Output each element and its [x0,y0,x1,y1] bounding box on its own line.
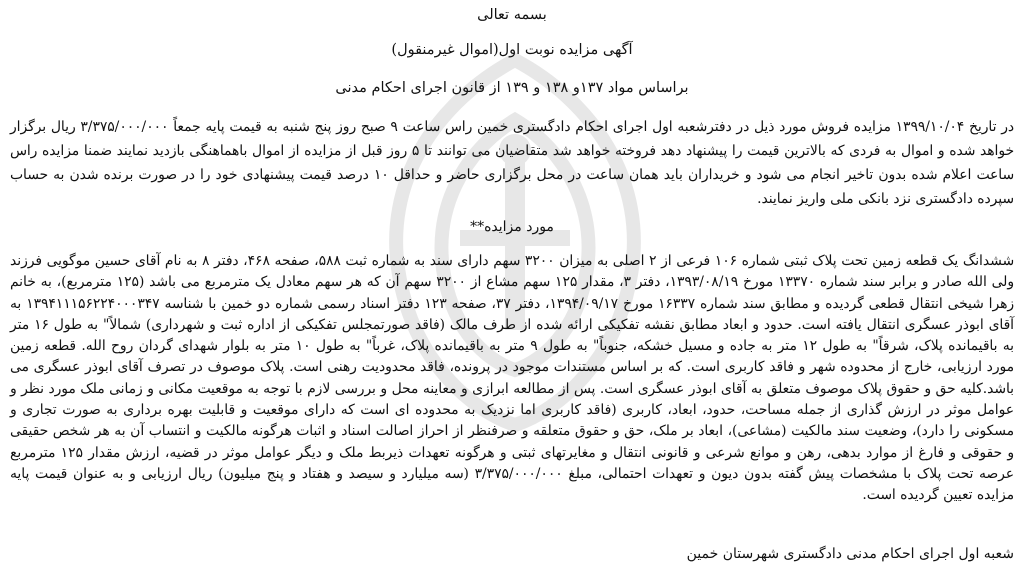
legal-basis: براساس مواد ۱۳۷و ۱۳۸ و ۱۳۹ از قانون اجرای احکام مدنی [335,80,689,96]
issuing-office: شعبه اول اجرای احکام مدنی دادگستری شهرستان خمین [686,546,1014,562]
subject-heading: مورد مزایده** [470,219,554,235]
notice-title: آگهی مزایده نوبت اول(اموال غیرمنقول) [391,42,633,58]
property-description-paragraph: ششدانگ یک قطعه زمین تحت پلاک ثبتی شماره ۱۰۶ فرعی از ۲ اصلی به میزان ۳۲۰۰ سهم دارای سند به شماره ثبت ۵۸۸، صفحه ۴۶۸، دفتر ۸ به نام آقای حسین موگویی فرزند ولی الله صادر و برابر سند شماره ۱۳۳۷۰ مورخ ۱۳۹۳/۰۸/۱۹، دفتر ۳، مقدار ۱۲۵ سهم مشاع از ۳۲۰۰ سهم آن که هر سهم معادل یک مترمربع می باشد (۱۲۵ مترمربع)، به خانم زهرا شیخی انتقال قطعی گردیده و مطابق سند شماره ۱۶۳۳۷ مورخ ۱۳۹۴/۰۹/۱۷، دفتر ۳۷، صفحه ۱۲۳ دفتر اسناد رسمی شماره دو خمین با شناسه ۱۳۹۴۱۱۱۵۶۲۲۴۰۰۰۳۴۷ به آقای ابوذر عسگری انتقال یافته است. حدود و ابعاد مطابق نقشه تفکیکی ارائه شده از طرف مالک (فاقد صورتمجلس تفکیکی از اداره ثبت و شهرداری) شمالاً" به طول ۱۶ متر به باقیمانده پلاک، شرقاً" به طول ۱۲ متر به جاده و مسیل خشکه، جنوباً" به طول ۹ متر به باقیمانده پلاک، غرباً" به طول ۱۰ متر به بلوار شهدای گردان روح الله. قطعه زمین مورد ارزیابی، خارج از محدوده شهر و فاقد کاربری است. که بر اساس مستندات موجود در پرونده، فاقد محدودیت رهنی است. پلاک موصوف در تصرف آقای ابوذر عسگری می باشد.کلیه حق و حقوق پلاک موصوف متعلق به آقای ابوذر عسگری است. پس از مطالعه ابرازی و معاینه محل و بررسی لازم با توجه به موقعیت مکانی و زمانی ملک مورد نظر و عوامل موثر در ارزش گذاری از جمله مساحت، حدود، ابعاد، کاربری (فاقد کاربری اما نزدیک به محدوده ای است که دارای موقعیت و قابلیت بهره برداری به صورت تجاری و مسکونی را دارد)، وضعیت سند مالکیت (مشاعی)، ابعاد بر ملک، حق و حقوق متعلقه و صرفنظر از احراز اصالت اسناد و اثبات هرگونه مالکیت و انتساب آن به هر شخص حقیقی و حقوقی و فارغ از موارد بدهی، رهن و موانع شرعی و قانونی انتقال و مغایرتهای ثبتی و هرگونه تعهدات ذیربط ملک و دیگر عوامل موثر در قضیه، ارزش مقدار ۱۲۵ مترمربع عرصه تحت پلاک با مشخصات پیش گفته بدون دیون و تعهدات احتمالی، مبلغ ۳/۳۷۵/۰۰۰/۰۰۰ (سه میلیارد و سیصد و هفتاد و پنج میلیون) ریال ارزیابی و به عنوان قیمت پایه مزایده تعیین گردیده است. [10,253,1015,504]
intro-paragraph: در تاریخ ۱۳۹۹/۱۰/۰۴ مزایده فروش مورد ذیل در دفترشعبه اول اجرای احکام دادگستری خمین راس ساعت ۹ صبح روز پنج شنبه به قیمت پایه جمعاً ۳/۳۷۵/۰۰۰/۰۰۰ ریال برگزار خواهد شده و اموال به فردی که بالاترین قیمت را پیشنهاد دهد فروخته خواهد شد متقاضیان می توانند تا ۵ روز قبل از مزایده از اموال باهماهنگی بازدید نمایند ضمنا مزایده راس ساعت اعلام شده بدون تاخیر انجام می شود و خریداران باید همان ساعت در محل برگزاری حاضر و حداقل ۱۰ درصد قیمت پیشنهادی خود را در صورت برنده شدن به حساب سپرده دادگستری نزد بانکی ملی واریز نمایند. [10,119,1015,207]
document-title: بسمه تعالی [477,7,547,23]
